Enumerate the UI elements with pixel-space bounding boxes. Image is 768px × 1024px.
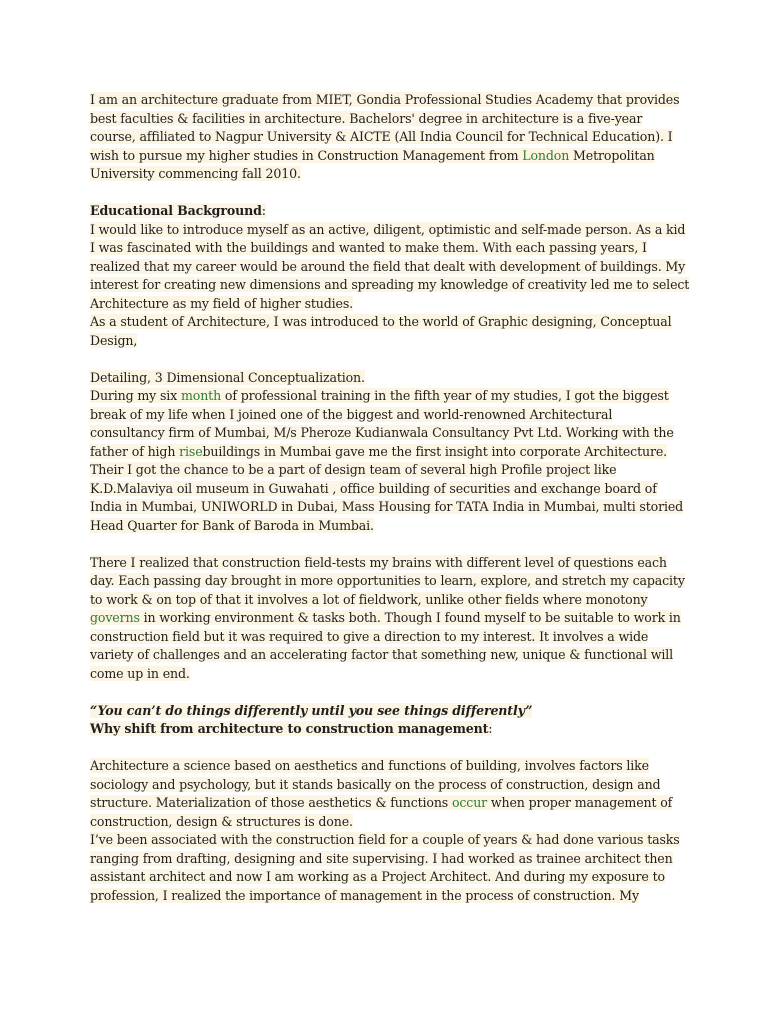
occur-link[interactable]: occur [451,795,488,810]
intro-paragraph [90,91,690,184]
why-paragraph-2: I’ve been associated with the construction field for a couple of years & had done various tasks ranging from drafting, designing and site supervising. I had worked as trainee architect then assistant architect and now I am working as a Project Architect. And during my exposure to profession, I realized the importance of management in the process of construction. My [90,832,680,903]
spacer [90,184,690,203]
education-paragraph-1: I would like to introduce myself as an active, diligent, optimistic and self-made person. As a kid I was fascinated with the buildings and wanted to make them. With each passing years, I realized that my career would be around the field that dealt with development of buildings. My interest for creating new dimensions and spreading my knowledge of creativity led me to select Architecture as my field of higher studies. [90,221,690,311]
construction-paragraph [90,554,690,684]
spacer [90,683,690,702]
spacer [90,739,690,758]
education-heading [90,202,690,221]
training-text-3: buildings in Mumbai gave me the first insight into corporate Architecture. Their I got the chance to be a part of design team of several high Profile project like K.D.Malaviya oil museum in Guwahati , office building of securities and exchange board of India in Mumbai, UNIWORLD in Dubai, Mass Housing for TATA India in Mumbai, multi storied Head Quarter for Bank of Baroda in Mumbai. [90,443,684,533]
london-link[interactable]: London [522,147,570,163]
spacer [90,350,690,369]
education-heading-text: Educational Background [90,203,262,218]
education-heading-colon: : [261,203,266,218]
document-page [90,91,690,905]
why-text-1: Architecture a science based on aesthetics and functions of building, involves factors like sociology and psychology, but it stands basically on the process of construction, design and structure. Materialization of those aesthetics & functions [90,758,661,810]
training-text-1: During my six [90,388,181,403]
construction-text-1: There I realized that construction field-tests my brains with different level of questions each day. Each passing day brought in more opportunities to learn, explore, and stretch my capacity to work & on top of that it involves a lot of fieldwork, unlike other fields where monotony [90,554,685,607]
month-link[interactable]: month [181,388,222,403]
why-heading-text: Why shift from architecture to construction management [90,721,489,736]
training-paragraph [90,387,690,535]
intro-text: I am an architecture graduate from MIET, Gondia Professional Studies Academy that provides best faculties & facilities in architecture. Bachelors' degree in architecture is a five-year course, affiliated to Nagpur University & AICTE (All India Council for Technical Education). I wish to pursue my higher studies in Construction Management from [90,92,680,163]
training-text-2: of professional training in the fifth year of my studies, I got the biggest break of my life when I joined one of the biggest and world-renowned Architectural consultancy firm of Mumbai, M/s Pheroze Kudianwala Consultancy Pvt Ltd. Working with the father of high [90,388,674,459]
education-paragraph-2: As a student of Architecture, I was introduced to the world of Graphic designing, Conceptual Design, [90,314,672,348]
why-heading-colon: : [488,721,493,736]
quote-line: “You can’t do things differently until you see things differently” [90,702,533,718]
education-paragraph-3: Detailing, 3 Dimensional Conceptualization. [90,369,365,385]
rise-link[interactable]: rise [179,443,203,459]
why-heading [90,720,690,739]
construction-text-2: in working environment & tasks both. Though I found myself to be suitable to work in construction field but it was required to give a direction to my interest. It involves a wide variety of challenges and an accelerating factor that something new, unique & functional will come up in end. [90,610,681,681]
spacer [90,535,690,554]
why-text-2: when proper management of construction, design & structures is done. [90,795,673,829]
intro-text-end: Metropolitan University commencing fall 2010. [90,147,655,181]
governs-link[interactable]: governs [90,610,140,625]
why-paragraph-1 [90,757,690,831]
